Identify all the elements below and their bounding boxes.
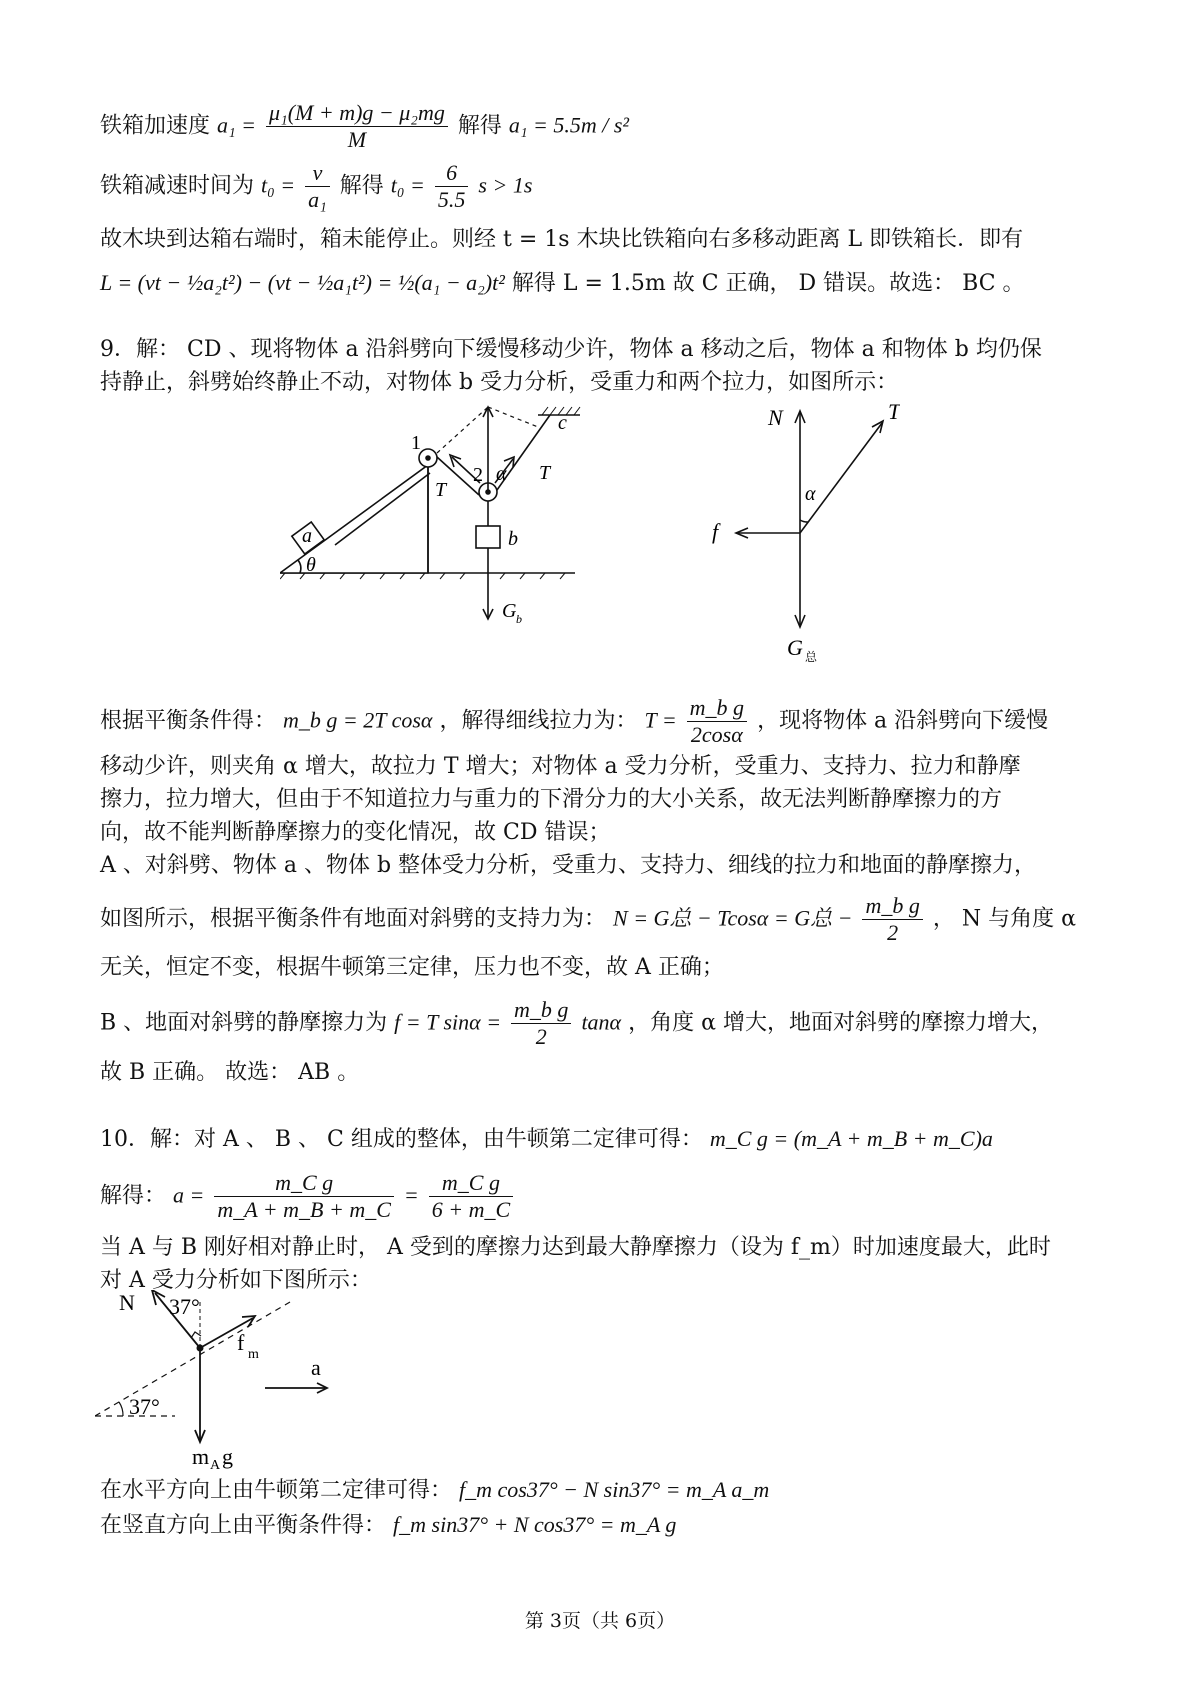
- pulley-1-axle: [426, 456, 430, 460]
- page-footer: 第 3页（共 6页）: [524, 1610, 676, 1632]
- text: ， N 与角度 α: [932, 906, 1076, 932]
- label-N: N: [768, 405, 783, 430]
- label-b: b: [508, 528, 518, 550]
- fraction: $\frac{\text{μ₁(M + m)g − μ₂mg}}{M}$: [266, 100, 448, 153]
- fraction: $\frac{6}{5.5}$: [435, 160, 469, 213]
- fraction: $\frac{\text{m\_C g}}{m\_A + m\_B + m\_C}$: [214, 1170, 394, 1223]
- label-theta: θ: [306, 554, 316, 576]
- fraction: $\frac{\text{m\_b g}}{2\cos\alpha}$: [687, 695, 747, 748]
- label-a: a: [302, 525, 312, 547]
- label-pulley1: 1: [411, 432, 421, 454]
- text: 解得：: [100, 1183, 167, 1209]
- fm-arrow: [200, 1318, 253, 1348]
- label-pulley2: 2: [473, 464, 483, 486]
- label-37-top: 37°: [169, 1294, 200, 1319]
- T-arrowhead: [872, 421, 883, 433]
- s9-line7: A 、对斜劈、物体 a 、物体 b 整体受力分析，受重力、支持力、细线的拉力和地面的静摩擦力，: [100, 853, 1037, 878]
- text: 解得: [457, 113, 502, 139]
- label-g: g: [222, 1444, 233, 1469]
- math: T =: [644, 707, 677, 733]
- s8-line4: [100, 268, 1025, 299]
- math: f = T sinα =: [394, 1009, 502, 1035]
- s9-line3: [100, 695, 1048, 748]
- incline-dashed: [95, 1302, 290, 1416]
- label-G: G: [502, 600, 517, 622]
- text: 根据平衡条件得：: [100, 708, 277, 734]
- angle37-arc: [119, 1402, 123, 1416]
- label-c: c: [558, 412, 567, 434]
- label-G-sub: b: [516, 612, 522, 626]
- s9-line1: 9．解： CD 、现将物体 a 沿斜劈向下缓慢移动少许，物体 a 移动之后，物体 a 和物体 b 均仍保: [100, 337, 1042, 362]
- s8-line1: [100, 100, 629, 153]
- ground-hatch: [280, 573, 565, 579]
- alpha-arc: [800, 520, 808, 522]
- math: N = G总 − Tcosα = G总 −: [613, 905, 853, 931]
- s9-line5: 擦力，拉力增大，但由于不知道拉力与重力的下滑分力的大小关系，故无法判断静摩擦力的方: [100, 787, 1003, 812]
- math: f_m sin37° + N cos37° = m_A g: [393, 1512, 677, 1537]
- s10-line1: [100, 1124, 993, 1155]
- math: a =: [173, 1182, 205, 1208]
- label-T-left: T: [435, 479, 447, 501]
- s10-line4: 对 A 受力分析如下图所示：: [100, 1268, 372, 1293]
- label-mA-sub: A: [210, 1458, 221, 1470]
- s9-line6: 向，故不能判断静摩擦力的变化情况，故 CD 错误；: [100, 820, 611, 845]
- math: m_b g = 2T cosα: [283, 707, 433, 733]
- label-f: f: [712, 519, 719, 544]
- text: 在竖直方向上由平衡条件得：: [100, 1513, 387, 1538]
- text: 在水平方向上由牛顿第二定律可得：: [100, 1478, 453, 1503]
- label-alpha: α: [496, 463, 507, 485]
- s9-line11: 故 B 正确。 故选： AB 。: [100, 1060, 360, 1085]
- s9-line4: 移动少许，则夹角 α 增大，故拉力 T 增大；对物体 a 受力分析，受重力、支持力、拉力和静摩: [100, 754, 1021, 779]
- text: 解得 L = 1.5m 故 C 正确， D 错误。故选： BC 。: [511, 271, 1025, 296]
- fraction: $\frac{\text{m\_C g}}{6 + m\_C}$: [429, 1170, 513, 1223]
- label-a: a: [311, 1355, 321, 1380]
- label-T: T: [888, 399, 900, 424]
- s10-line3: 当 A 与 B 刚好相对静止时， A 受到的摩擦力达到最大静摩擦力（设为 f_m）时加速度最大，此时: [100, 1235, 1051, 1260]
- s9-line9: 无关，恒定不变，根据牛顿第三定律，压力也不变，故 A 正确；: [100, 955, 724, 980]
- math: a₁ =: [217, 112, 257, 138]
- fraction: $\frac{\text{m\_b g}}{2}$: [862, 893, 922, 946]
- s10-line5: [100, 1475, 769, 1506]
- text: 解得: [339, 173, 384, 199]
- label-fm-sub: m: [248, 1347, 259, 1362]
- text: 10．解：对 A 、 B 、 C 组成的整体，由牛顿第二定律可得：: [100, 1127, 703, 1152]
- label-fm: f: [237, 1330, 245, 1355]
- s10-line2: [100, 1170, 516, 1223]
- wedge-pulley-figure: [280, 395, 640, 635]
- math: s > 1s: [478, 172, 533, 198]
- s10-line6: [100, 1510, 676, 1541]
- math: tanα: [581, 1009, 622, 1035]
- label-mA: m: [192, 1444, 210, 1469]
- text: ，角度 α 增大，地面对斜劈的摩擦力增大，: [628, 1010, 1053, 1036]
- text: B 、地面对斜劈的静摩擦力为: [100, 1010, 388, 1036]
- block-b: [476, 526, 500, 548]
- math: t₀ =: [261, 172, 296, 198]
- wedge: [280, 465, 428, 573]
- math: =: [403, 1182, 419, 1208]
- T-arrow: [800, 423, 882, 533]
- text: 铁箱加速度: [100, 113, 211, 139]
- math: m_C g = (m_A + m_B + m_C)a: [709, 1126, 993, 1151]
- math: a₁ = 5.5m / s²: [508, 112, 630, 138]
- text: ，现将物体 a 沿斜劈向下缓慢: [757, 708, 1049, 734]
- s9-line10: [100, 997, 1053, 1050]
- label-T-right: T: [539, 462, 551, 484]
- point-A: [197, 1345, 204, 1352]
- force-diagram-whole: [650, 395, 900, 675]
- s8-line2: [100, 160, 532, 213]
- text: 铁箱减速时间为: [100, 173, 255, 199]
- fraction: $\frac{v}{\text{a₁}}$: [305, 160, 330, 213]
- text: ，解得细线拉力为：: [439, 708, 638, 734]
- label-G-sub: 总: [805, 650, 818, 664]
- text: 如图所示，根据平衡条件有地面对斜劈的支持力为：: [100, 906, 607, 932]
- math: t₀ =: [390, 172, 425, 198]
- s8-line3: 故木块到达箱右端时，箱未能停止。则经 t = 1s 木块比铁箱向右多移动距离 L 即铁箱长．即有: [100, 227, 1024, 252]
- s9-line8: [100, 893, 1076, 946]
- fraction: $\frac{\text{m\_b g}}{2}$: [511, 997, 571, 1050]
- label-N: N: [119, 1290, 135, 1315]
- label-G: G: [787, 635, 803, 660]
- s9-line2: 持静止，斜劈始终静止不动，对物体 b 受力分析，受重力和两个拉力，如图所示：: [100, 370, 899, 395]
- math: L = (vt − ½a₂t²) − (vt − ½a₁t²) = ½(a₁ − a₂)t²: [100, 270, 505, 295]
- label-alpha: α: [805, 483, 816, 505]
- block-A-force-figure: [95, 1290, 395, 1470]
- label-37-bottom: 37°: [129, 1394, 160, 1419]
- math: f_m cos37° − N sin37° = m_A a_m: [459, 1477, 770, 1502]
